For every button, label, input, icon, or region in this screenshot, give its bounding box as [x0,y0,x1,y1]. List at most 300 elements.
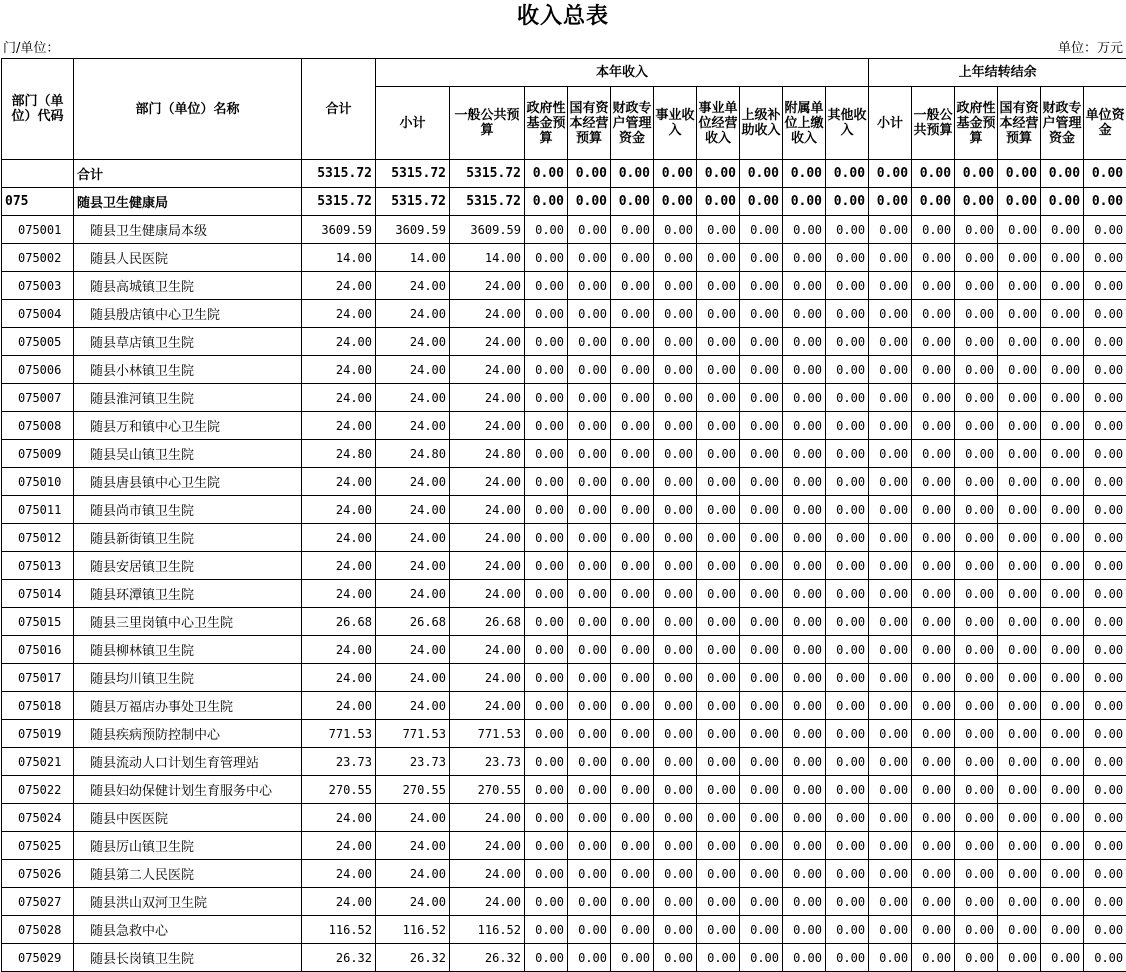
row-zero-value: 0.00 [955,692,998,720]
row-zero-value: 0.00 [697,916,740,944]
row-zero-value: 0.00 [955,216,998,244]
row-zero-value: 0.00 [783,300,826,328]
row-code: 075025 [2,832,74,860]
row-zero-value: 0.00 [826,244,869,272]
row-zero-value: 0.00 [654,188,697,216]
row-zero-value: 0.00 [611,524,654,552]
row-zero-value: 0.00 [611,888,654,916]
row-total: 270.55 [302,776,376,804]
row-zero-value: 0.00 [912,300,955,328]
row-zero-value: 0.00 [1084,412,1126,440]
row-zero-value: 0.00 [697,272,740,300]
row-zero-value: 0.00 [998,692,1041,720]
row-subtotal: 26.68 [376,608,450,636]
row-subtotal: 24.00 [376,860,450,888]
row-zero-value: 0.00 [697,580,740,608]
row-zero-value: 0.00 [525,356,568,384]
row-zero-value: 0.00 [826,776,869,804]
row-zero-value: 0.00 [869,356,912,384]
row-zero-value: 0.00 [869,580,912,608]
row-zero-value: 0.00 [654,720,697,748]
row-zero-value: 0.00 [611,748,654,776]
row-total: 24.00 [302,860,376,888]
row-general-budget: 14.00 [450,244,525,272]
row-zero-value: 0.00 [654,580,697,608]
row-zero-value: 0.00 [955,580,998,608]
header-current-col: 小计 [376,87,450,160]
row-name: 随县新街镇卫生院 [74,524,302,552]
row-zero-value: 0.00 [740,496,783,524]
row-name: 随县疾病预防控制中心 [74,720,302,748]
row-zero-value: 0.00 [869,664,912,692]
row-zero-value: 0.00 [611,860,654,888]
row-zero-value: 0.00 [568,608,611,636]
row-zero-value: 0.00 [654,300,697,328]
row-zero-value: 0.00 [912,608,955,636]
row-zero-value: 0.00 [869,440,912,468]
row-zero-value: 0.00 [869,384,912,412]
row-zero-value: 0.00 [955,776,998,804]
header-current-col: 其他收入 [826,87,869,160]
row-zero-value: 0.00 [826,188,869,216]
row-zero-value: 0.00 [1084,608,1126,636]
row-zero-value: 0.00 [740,160,783,188]
row-total: 24.00 [302,692,376,720]
row-total: 24.00 [302,524,376,552]
row-subtotal: 23.73 [376,748,450,776]
row-zero-value: 0.00 [1041,440,1084,468]
row-zero-value: 0.00 [1041,580,1084,608]
row-zero-value: 0.00 [998,188,1041,216]
row-zero-value: 0.00 [1041,384,1084,412]
row-general-budget: 24.00 [450,496,525,524]
row-zero-value: 0.00 [783,860,826,888]
row-zero-value: 0.00 [611,440,654,468]
row-general-budget: 24.00 [450,524,525,552]
row-subtotal: 24.00 [376,356,450,384]
row-zero-value: 0.00 [912,440,955,468]
row-zero-value: 0.00 [912,832,955,860]
table-row [2,300,1126,328]
row-zero-value: 0.00 [697,328,740,356]
row-zero-value: 0.00 [998,776,1041,804]
table-row [2,188,1126,216]
row-code: 075013 [2,552,74,580]
row-subtotal: 24.00 [376,468,450,496]
row-subtotal: 24.00 [376,552,450,580]
row-zero-value: 0.00 [697,160,740,188]
row-zero-value: 0.00 [740,636,783,664]
row-zero-value: 0.00 [1084,300,1126,328]
row-zero-value: 0.00 [955,748,998,776]
row-zero-value: 0.00 [568,888,611,916]
row-zero-value: 0.00 [568,384,611,412]
row-name: 随县厉山镇卫生院 [74,832,302,860]
row-zero-value: 0.00 [955,720,998,748]
row-zero-value: 0.00 [740,440,783,468]
row-zero-value: 0.00 [611,664,654,692]
row-zero-value: 0.00 [740,776,783,804]
row-total: 116.52 [302,916,376,944]
row-zero-value: 0.00 [783,524,826,552]
row-zero-value: 0.00 [611,636,654,664]
row-zero-value: 0.00 [998,496,1041,524]
row-zero-value: 0.00 [783,160,826,188]
row-zero-value: 0.00 [525,748,568,776]
row-zero-value: 0.00 [654,440,697,468]
table-row [2,244,1126,272]
row-zero-value: 0.00 [869,608,912,636]
row-subtotal: 24.00 [376,804,450,832]
row-zero-value: 0.00 [1041,608,1084,636]
row-total: 24.00 [302,412,376,440]
row-zero-value: 0.00 [912,356,955,384]
row-general-budget: 23.73 [450,748,525,776]
row-total: 24.00 [302,272,376,300]
row-zero-value: 0.00 [1041,804,1084,832]
row-name: 随县第二人民医院 [74,860,302,888]
row-zero-value: 0.00 [525,160,568,188]
row-general-budget: 24.00 [450,384,525,412]
row-general-budget: 24.00 [450,804,525,832]
row-zero-value: 0.00 [1084,804,1126,832]
row-total: 24.00 [302,664,376,692]
row-zero-value: 0.00 [955,244,998,272]
row-zero-value: 0.00 [955,356,998,384]
row-subtotal: 24.00 [376,384,450,412]
row-general-budget: 24.00 [450,300,525,328]
row-zero-value: 0.00 [568,272,611,300]
row-name: 随县安居镇卫生院 [74,552,302,580]
row-zero-value: 0.00 [611,832,654,860]
row-zero-value: 0.00 [912,860,955,888]
row-total: 14.00 [302,244,376,272]
row-general-budget: 24.00 [450,468,525,496]
row-zero-value: 0.00 [1084,888,1126,916]
row-zero-value: 0.00 [611,944,654,972]
row-code: 075006 [2,356,74,384]
row-zero-value: 0.00 [1041,552,1084,580]
row-zero-value: 0.00 [1084,692,1126,720]
row-zero-value: 0.00 [697,300,740,328]
row-zero-value: 0.00 [1041,216,1084,244]
row-general-budget: 771.53 [450,720,525,748]
table-row [2,944,1126,972]
row-zero-value: 0.00 [955,412,998,440]
row-zero-value: 0.00 [697,860,740,888]
row-zero-value: 0.00 [912,160,955,188]
row-zero-value: 0.00 [869,860,912,888]
row-zero-value: 0.00 [740,272,783,300]
row-zero-value: 0.00 [611,384,654,412]
row-zero-value: 0.00 [912,468,955,496]
row-zero-value: 0.00 [955,272,998,300]
row-zero-value: 0.00 [998,356,1041,384]
row-zero-value: 0.00 [955,384,998,412]
row-zero-value: 0.00 [869,720,912,748]
row-zero-value: 0.00 [697,524,740,552]
row-zero-value: 0.00 [783,244,826,272]
row-zero-value: 0.00 [869,804,912,832]
row-zero-value: 0.00 [826,496,869,524]
row-name: 随县高城镇卫生院 [74,272,302,300]
row-total: 24.00 [302,328,376,356]
row-general-budget: 24.00 [450,636,525,664]
row-zero-value: 0.00 [568,412,611,440]
row-zero-value: 0.00 [1084,944,1126,972]
row-zero-value: 0.00 [998,216,1041,244]
row-total: 3609.59 [302,216,376,244]
row-zero-value: 0.00 [998,944,1041,972]
row-zero-value: 0.00 [611,272,654,300]
row-zero-value: 0.00 [697,244,740,272]
row-name: 随县柳林镇卫生院 [74,636,302,664]
row-zero-value: 0.00 [654,216,697,244]
row-zero-value: 0.00 [955,188,998,216]
row-zero-value: 0.00 [1041,944,1084,972]
row-zero-value: 0.00 [783,888,826,916]
row-zero-value: 0.00 [869,216,912,244]
row-zero-value: 0.00 [826,664,869,692]
row-zero-value: 0.00 [1041,412,1084,440]
row-zero-value: 0.00 [740,580,783,608]
row-zero-value: 0.00 [826,832,869,860]
row-zero-value: 0.00 [912,748,955,776]
row-zero-value: 0.00 [611,300,654,328]
row-zero-value: 0.00 [1084,776,1126,804]
row-zero-value: 0.00 [912,244,955,272]
row-code: 075012 [2,524,74,552]
row-zero-value: 0.00 [611,720,654,748]
row-zero-value: 0.00 [654,748,697,776]
row-general-budget: 24.00 [450,580,525,608]
row-total: 24.00 [302,636,376,664]
row-name: 随县草店镇卫生院 [74,328,302,356]
row-total: 24.00 [302,832,376,860]
row-zero-value: 0.00 [740,664,783,692]
row-zero-value: 0.00 [568,944,611,972]
row-zero-value: 0.00 [869,160,912,188]
row-total: 24.80 [302,440,376,468]
row-zero-value: 0.00 [783,188,826,216]
row-zero-value: 0.00 [1084,384,1126,412]
row-general-budget: 24.00 [450,888,525,916]
row-zero-value: 0.00 [740,888,783,916]
row-zero-value: 0.00 [697,692,740,720]
row-zero-value: 0.00 [525,776,568,804]
row-zero-value: 0.00 [611,244,654,272]
row-name: 随县中医医院 [74,804,302,832]
row-zero-value: 0.00 [611,328,654,356]
header-prev-col: 财政专户管理资金 [1041,87,1084,160]
row-zero-value: 0.00 [697,188,740,216]
row-zero-value: 0.00 [1041,356,1084,384]
row-zero-value: 0.00 [525,244,568,272]
row-zero-value: 0.00 [869,272,912,300]
row-zero-value: 0.00 [826,748,869,776]
row-name: 随县淮河镇卫生院 [74,384,302,412]
row-zero-value: 0.00 [654,356,697,384]
row-zero-value: 0.00 [525,832,568,860]
row-zero-value: 0.00 [697,412,740,440]
row-zero-value: 0.00 [1041,692,1084,720]
row-subtotal: 24.00 [376,272,450,300]
row-zero-value: 0.00 [568,748,611,776]
row-zero-value: 0.00 [783,440,826,468]
row-zero-value: 0.00 [525,496,568,524]
header-prev-col: 政府性基金预算 [955,87,998,160]
row-zero-value: 0.00 [525,384,568,412]
row-zero-value: 0.00 [525,468,568,496]
row-zero-value: 0.00 [697,636,740,664]
header-prev-col: 单位资金 [1084,87,1126,160]
unit-label: 单位：万元 [1058,37,1123,56]
row-zero-value: 0.00 [869,300,912,328]
row-zero-value: 0.00 [654,916,697,944]
row-zero-value: 0.00 [740,300,783,328]
row-zero-value: 0.00 [998,300,1041,328]
row-zero-value: 0.00 [998,748,1041,776]
row-zero-value: 0.00 [1041,524,1084,552]
header-prev-col: 一般公共预算 [912,87,955,160]
row-name: 随县洪山双河卫生院 [74,888,302,916]
row-zero-value: 0.00 [654,888,697,916]
row-zero-value: 0.00 [998,832,1041,860]
row-zero-value: 0.00 [697,384,740,412]
row-code: 075004 [2,300,74,328]
row-name: 合计 [74,160,302,188]
table-row [2,580,1126,608]
row-zero-value: 0.00 [654,244,697,272]
table-row [2,720,1126,748]
row-total: 24.00 [302,468,376,496]
row-code: 075018 [2,692,74,720]
row-zero-value: 0.00 [955,496,998,524]
header-current-col: 事业收入 [654,87,697,160]
row-zero-value: 0.00 [869,524,912,552]
row-zero-value: 0.00 [697,776,740,804]
row-zero-value: 0.00 [1084,664,1126,692]
row-zero-value: 0.00 [783,412,826,440]
row-zero-value: 0.00 [568,692,611,720]
row-general-budget: 5315.72 [450,160,525,188]
row-zero-value: 0.00 [1084,720,1126,748]
row-zero-value: 0.00 [912,916,955,944]
row-zero-value: 0.00 [697,440,740,468]
header-current-col: 政府性基金预算 [525,87,568,160]
row-code: 075014 [2,580,74,608]
table-row [2,692,1126,720]
row-zero-value: 0.00 [783,636,826,664]
row-zero-value: 0.00 [869,468,912,496]
row-zero-value: 0.00 [611,468,654,496]
row-zero-value: 0.00 [783,384,826,412]
row-zero-value: 0.00 [611,356,654,384]
row-zero-value: 0.00 [697,216,740,244]
row-zero-value: 0.00 [955,860,998,888]
row-code: 075010 [2,468,74,496]
row-zero-value: 0.00 [869,776,912,804]
row-zero-value: 0.00 [912,720,955,748]
header-current-col: 附属单位上缴收入 [783,87,826,160]
row-general-budget: 24.00 [450,860,525,888]
row-code: 075024 [2,804,74,832]
row-zero-value: 0.00 [697,552,740,580]
row-zero-value: 0.00 [654,944,697,972]
row-zero-value: 0.00 [525,300,568,328]
row-zero-value: 0.00 [869,832,912,860]
row-zero-value: 0.00 [912,888,955,916]
row-zero-value: 0.00 [912,524,955,552]
row-zero-value: 0.00 [869,944,912,972]
row-zero-value: 0.00 [1041,888,1084,916]
header-current-col: 国有资本经营预算 [568,87,611,160]
row-zero-value: 0.00 [869,328,912,356]
row-zero-value: 0.00 [869,244,912,272]
table-row [2,608,1126,636]
table-row [2,636,1126,664]
row-zero-value: 0.00 [568,804,611,832]
row-zero-value: 0.00 [955,468,998,496]
row-zero-value: 0.00 [998,804,1041,832]
row-zero-value: 0.00 [912,944,955,972]
row-zero-value: 0.00 [740,244,783,272]
row-zero-value: 0.00 [955,328,998,356]
row-code: 075003 [2,272,74,300]
row-zero-value: 0.00 [1084,272,1126,300]
row-total: 24.00 [302,552,376,580]
row-zero-value: 0.00 [783,328,826,356]
row-zero-value: 0.00 [611,692,654,720]
row-name: 随县殷店镇中心卫生院 [74,300,302,328]
row-zero-value: 0.00 [654,160,697,188]
row-zero-value: 0.00 [912,552,955,580]
row-name: 随县万和镇中心卫生院 [74,412,302,440]
row-zero-value: 0.00 [568,356,611,384]
row-zero-value: 0.00 [525,860,568,888]
row-subtotal: 24.00 [376,300,450,328]
row-zero-value: 0.00 [998,524,1041,552]
row-zero-value: 0.00 [568,776,611,804]
row-zero-value: 0.00 [611,496,654,524]
row-zero-value: 0.00 [998,636,1041,664]
row-code: 075022 [2,776,74,804]
row-zero-value: 0.00 [654,804,697,832]
row-general-budget: 24.00 [450,272,525,300]
row-zero-value: 0.00 [1084,552,1126,580]
row-zero-value: 0.00 [998,720,1041,748]
row-subtotal: 24.00 [376,328,450,356]
row-zero-value: 0.00 [525,804,568,832]
row-code: 075015 [2,608,74,636]
header-current-col: 一般公共预算 [450,87,525,160]
row-zero-value: 0.00 [998,664,1041,692]
header-current-col: 事业单位经营收入 [697,87,740,160]
row-zero-value: 0.00 [611,580,654,608]
row-code: 075021 [2,748,74,776]
row-zero-value: 0.00 [740,804,783,832]
row-general-budget: 3609.59 [450,216,525,244]
row-general-budget: 24.00 [450,328,525,356]
row-code: 075001 [2,216,74,244]
row-zero-value: 0.00 [955,300,998,328]
row-name: 随县尚市镇卫生院 [74,496,302,524]
row-subtotal: 116.52 [376,916,450,944]
table-row [2,664,1126,692]
row-subtotal: 5315.72 [376,188,450,216]
table-row [2,804,1126,832]
row-zero-value: 0.00 [654,496,697,524]
